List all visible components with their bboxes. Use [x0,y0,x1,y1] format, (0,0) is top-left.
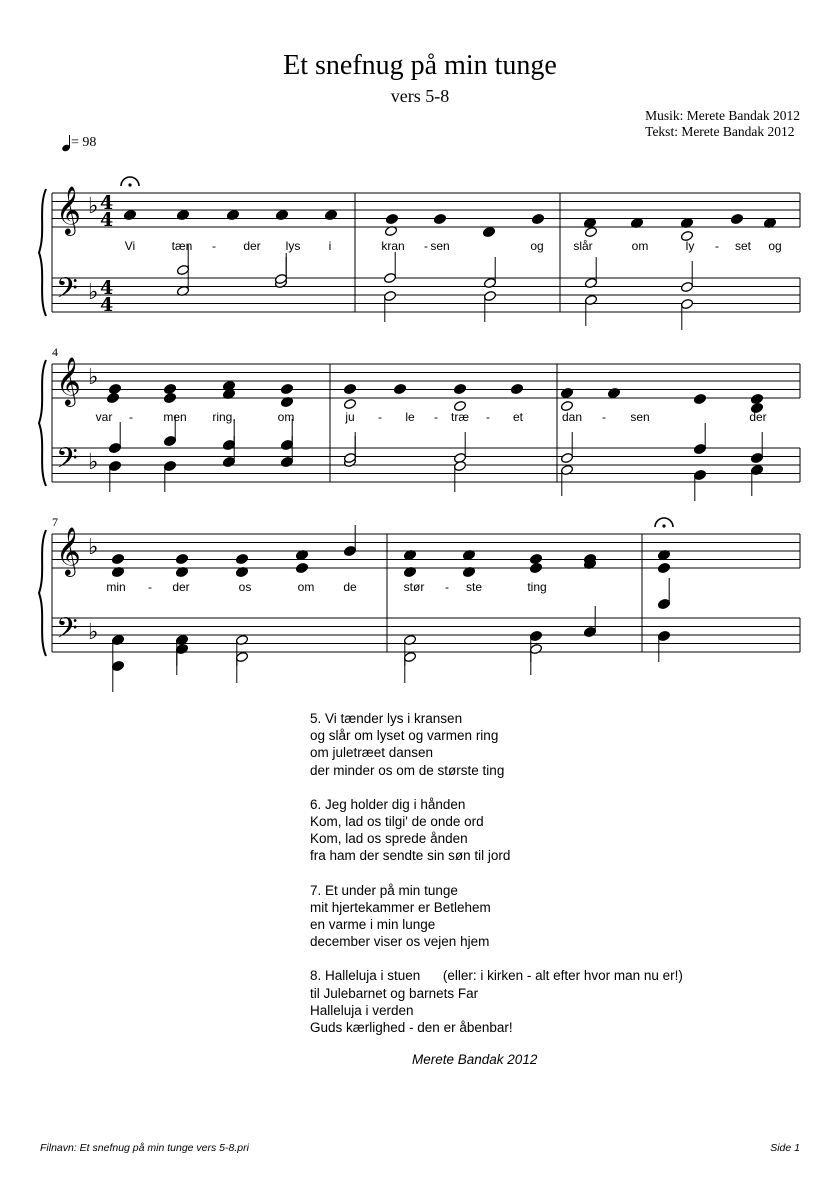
lyric-syllable: men [163,410,187,424]
song-subtitle: vers 5-8 [390,86,450,106]
verse-line: 6. Jeg holder dig i hånden [310,796,466,812]
verse-line: og slår om lyset og varmen ring [310,728,499,744]
verse-line: der minder os om de største ting [310,762,505,778]
key-signature-flat: ♭ [88,450,99,475]
note-head [295,562,308,573]
fermata-dot [128,183,131,186]
note-head [280,456,293,467]
verse-line: Kom, lad os sprede ånden [310,831,468,847]
verse-line: en varme i min lunge [310,917,436,933]
lyric-syllable: - [378,410,382,424]
note-head [482,226,495,237]
fermata-dot [662,524,665,527]
lyric-syllable: dan [561,410,583,424]
note-head [222,439,235,450]
lyric-syllable: der [243,239,261,253]
grand-staff-brace [39,189,46,316]
note-head [222,456,235,467]
lyric-syllable: sen [430,239,450,253]
note-head [383,290,396,301]
lyric-syllable: os [238,580,252,594]
note-head [383,272,396,283]
note-head [453,383,466,394]
verse-line: Guds kærlighed - den er åbenbar! [310,1020,513,1036]
lyric-syllable: i [328,239,332,253]
lyric-syllable: lys [285,239,301,253]
music-credit: Musik: Merete Bandak 2012 [645,108,800,123]
note-head [529,630,542,641]
treble-clef: 𝄞 [56,185,81,234]
lyric-syllable: - [486,410,490,424]
lyric-syllable: tæn [171,239,193,253]
lyric-syllable: om [631,239,649,253]
note-head [510,383,523,394]
note-head [111,553,124,564]
verse-line: Halleluja i verden [310,1002,414,1018]
note-head [529,643,542,654]
note-head [403,651,416,662]
verse-line: om juletræet dansen [310,745,434,761]
note-head [657,598,670,609]
note-head [393,383,406,394]
time-signature: 4 [100,192,114,214]
lyric-syllable: var [95,410,113,424]
author-signature: Merete Bandak 2012 [412,1052,538,1067]
grand-staff-brace [39,360,46,486]
lyric-syllable: ste [465,580,483,594]
lyric-syllable: ly [685,239,695,253]
lyric-syllable: der [749,410,767,424]
measure-number: 7 [52,515,58,529]
lyric-syllable: om [277,410,295,424]
note-head [529,562,542,573]
lyric-syllable: - [148,580,152,594]
note-head [680,281,693,292]
key-signature-flat: ♭ [88,535,99,560]
lyric-syllable: om [297,580,315,594]
note-head [235,553,248,564]
lyric-syllable: ting [527,580,547,594]
note-head [108,442,121,453]
note-head [657,630,670,641]
lyric-syllable: ring, [212,410,236,424]
lyric-syllable: - [715,239,719,253]
verse-8 [310,967,683,1036]
lyric-syllable: og [768,239,782,253]
note-head [531,213,544,224]
note-head [280,439,293,450]
lyric-syllable: kran [381,239,405,253]
key-signature-flat: ♭ [88,194,99,219]
lyric-syllable: le [405,410,415,424]
note-head [111,660,124,671]
lyric-syllable: - [602,410,606,424]
lyric-syllable: et [512,410,524,424]
note-head [235,651,248,662]
lyric-syllable: de [343,580,357,594]
lyric-syllable: slår [573,239,593,253]
note-head [560,452,573,463]
lyric-syllable: ju [345,410,355,424]
verse-line: 7. Et under på min tunge [310,882,458,898]
note-head [343,383,356,394]
note-head [453,460,466,471]
lyric-syllable: træ [451,410,469,424]
note-head [280,383,293,394]
note-head [343,545,356,556]
note-head [176,264,189,275]
note-head [163,392,176,403]
time-signature: 4 [100,294,114,316]
key-signature-flat: ♭ [88,280,99,305]
lyric-syllable: set [734,239,752,253]
lyric-syllable: der [172,580,190,594]
verse-6 [310,796,683,865]
treble-clef: 𝄞 [56,526,81,575]
lyric-syllable: sen [630,410,650,424]
note-head [433,213,446,224]
verse-line: december viser os vejen hjem [310,934,490,950]
lyric-syllable: - [424,239,428,253]
text-credit: Tekst: Merete Bandak 2012 [645,124,795,139]
verse-line: Kom, lad os tilgi' de onde ord [310,814,484,830]
verse-line: fra ham der sendte sin søn til jord [310,848,511,864]
note-head [175,553,188,564]
key-signature-flat: ♭ [88,620,99,645]
note-head [483,290,496,301]
note-head [163,383,176,394]
verse-line: 8. Halleluja i stuen (eller: i kirken - alt efter hvor man nu er!) [310,968,683,984]
note-head [750,393,763,404]
note-head [584,226,597,237]
treble-clef: 𝄞 [56,356,81,405]
note-head [163,460,176,471]
note-head [163,435,176,446]
lyric-syllable: - [445,580,449,594]
grand-staff-brace [39,530,46,656]
note-head [730,213,743,224]
verse-line: mit hjertekammer er Betlehem [310,899,491,915]
verses [310,710,683,1053]
footer-filename: Filnavn: Et snefnug på min tunge vers 5-8.pri [40,1142,249,1154]
note-head [175,643,188,654]
lyric-syllable: stør [403,580,425,594]
verse-5 [310,710,683,779]
lyric-syllable: Vi [124,239,136,253]
song-title: Et snefnug på min tunge [283,50,557,81]
verse-7 [310,882,683,951]
key-signature-flat: ♭ [88,365,99,390]
note-head [343,398,356,409]
footer-page-number: Side 1 [770,1142,800,1154]
verse-line: 5. Vi tænder lys i kransen [310,711,463,726]
lyric-syllable: og [530,239,544,253]
lyric-syllable: - [212,239,216,253]
note-head [108,460,121,471]
note-head [693,443,706,454]
time-signature: 4 [100,277,114,299]
lyric-syllable: min [106,580,126,594]
lyric-syllable: - [129,410,133,424]
note-head [657,562,670,573]
time-signature: 4 [100,209,114,231]
note-head [385,213,398,224]
note-head [583,626,596,637]
measure-number: 4 [52,345,58,359]
note-head [529,553,542,564]
bass-clef: 𝄢 [56,612,78,652]
bass-clef: 𝄢 [56,442,78,482]
tempo-value: = 98 [71,135,97,150]
note-head [680,298,693,309]
note-head [108,383,121,394]
note-head [750,452,763,463]
note-head [693,393,706,404]
verse-line: til Julebarnet og barnets Far [310,985,479,1001]
note-head [106,392,119,403]
lyric-syllable: - [434,410,438,424]
bass-clef: 𝄢 [56,272,78,312]
note-head [693,469,706,480]
